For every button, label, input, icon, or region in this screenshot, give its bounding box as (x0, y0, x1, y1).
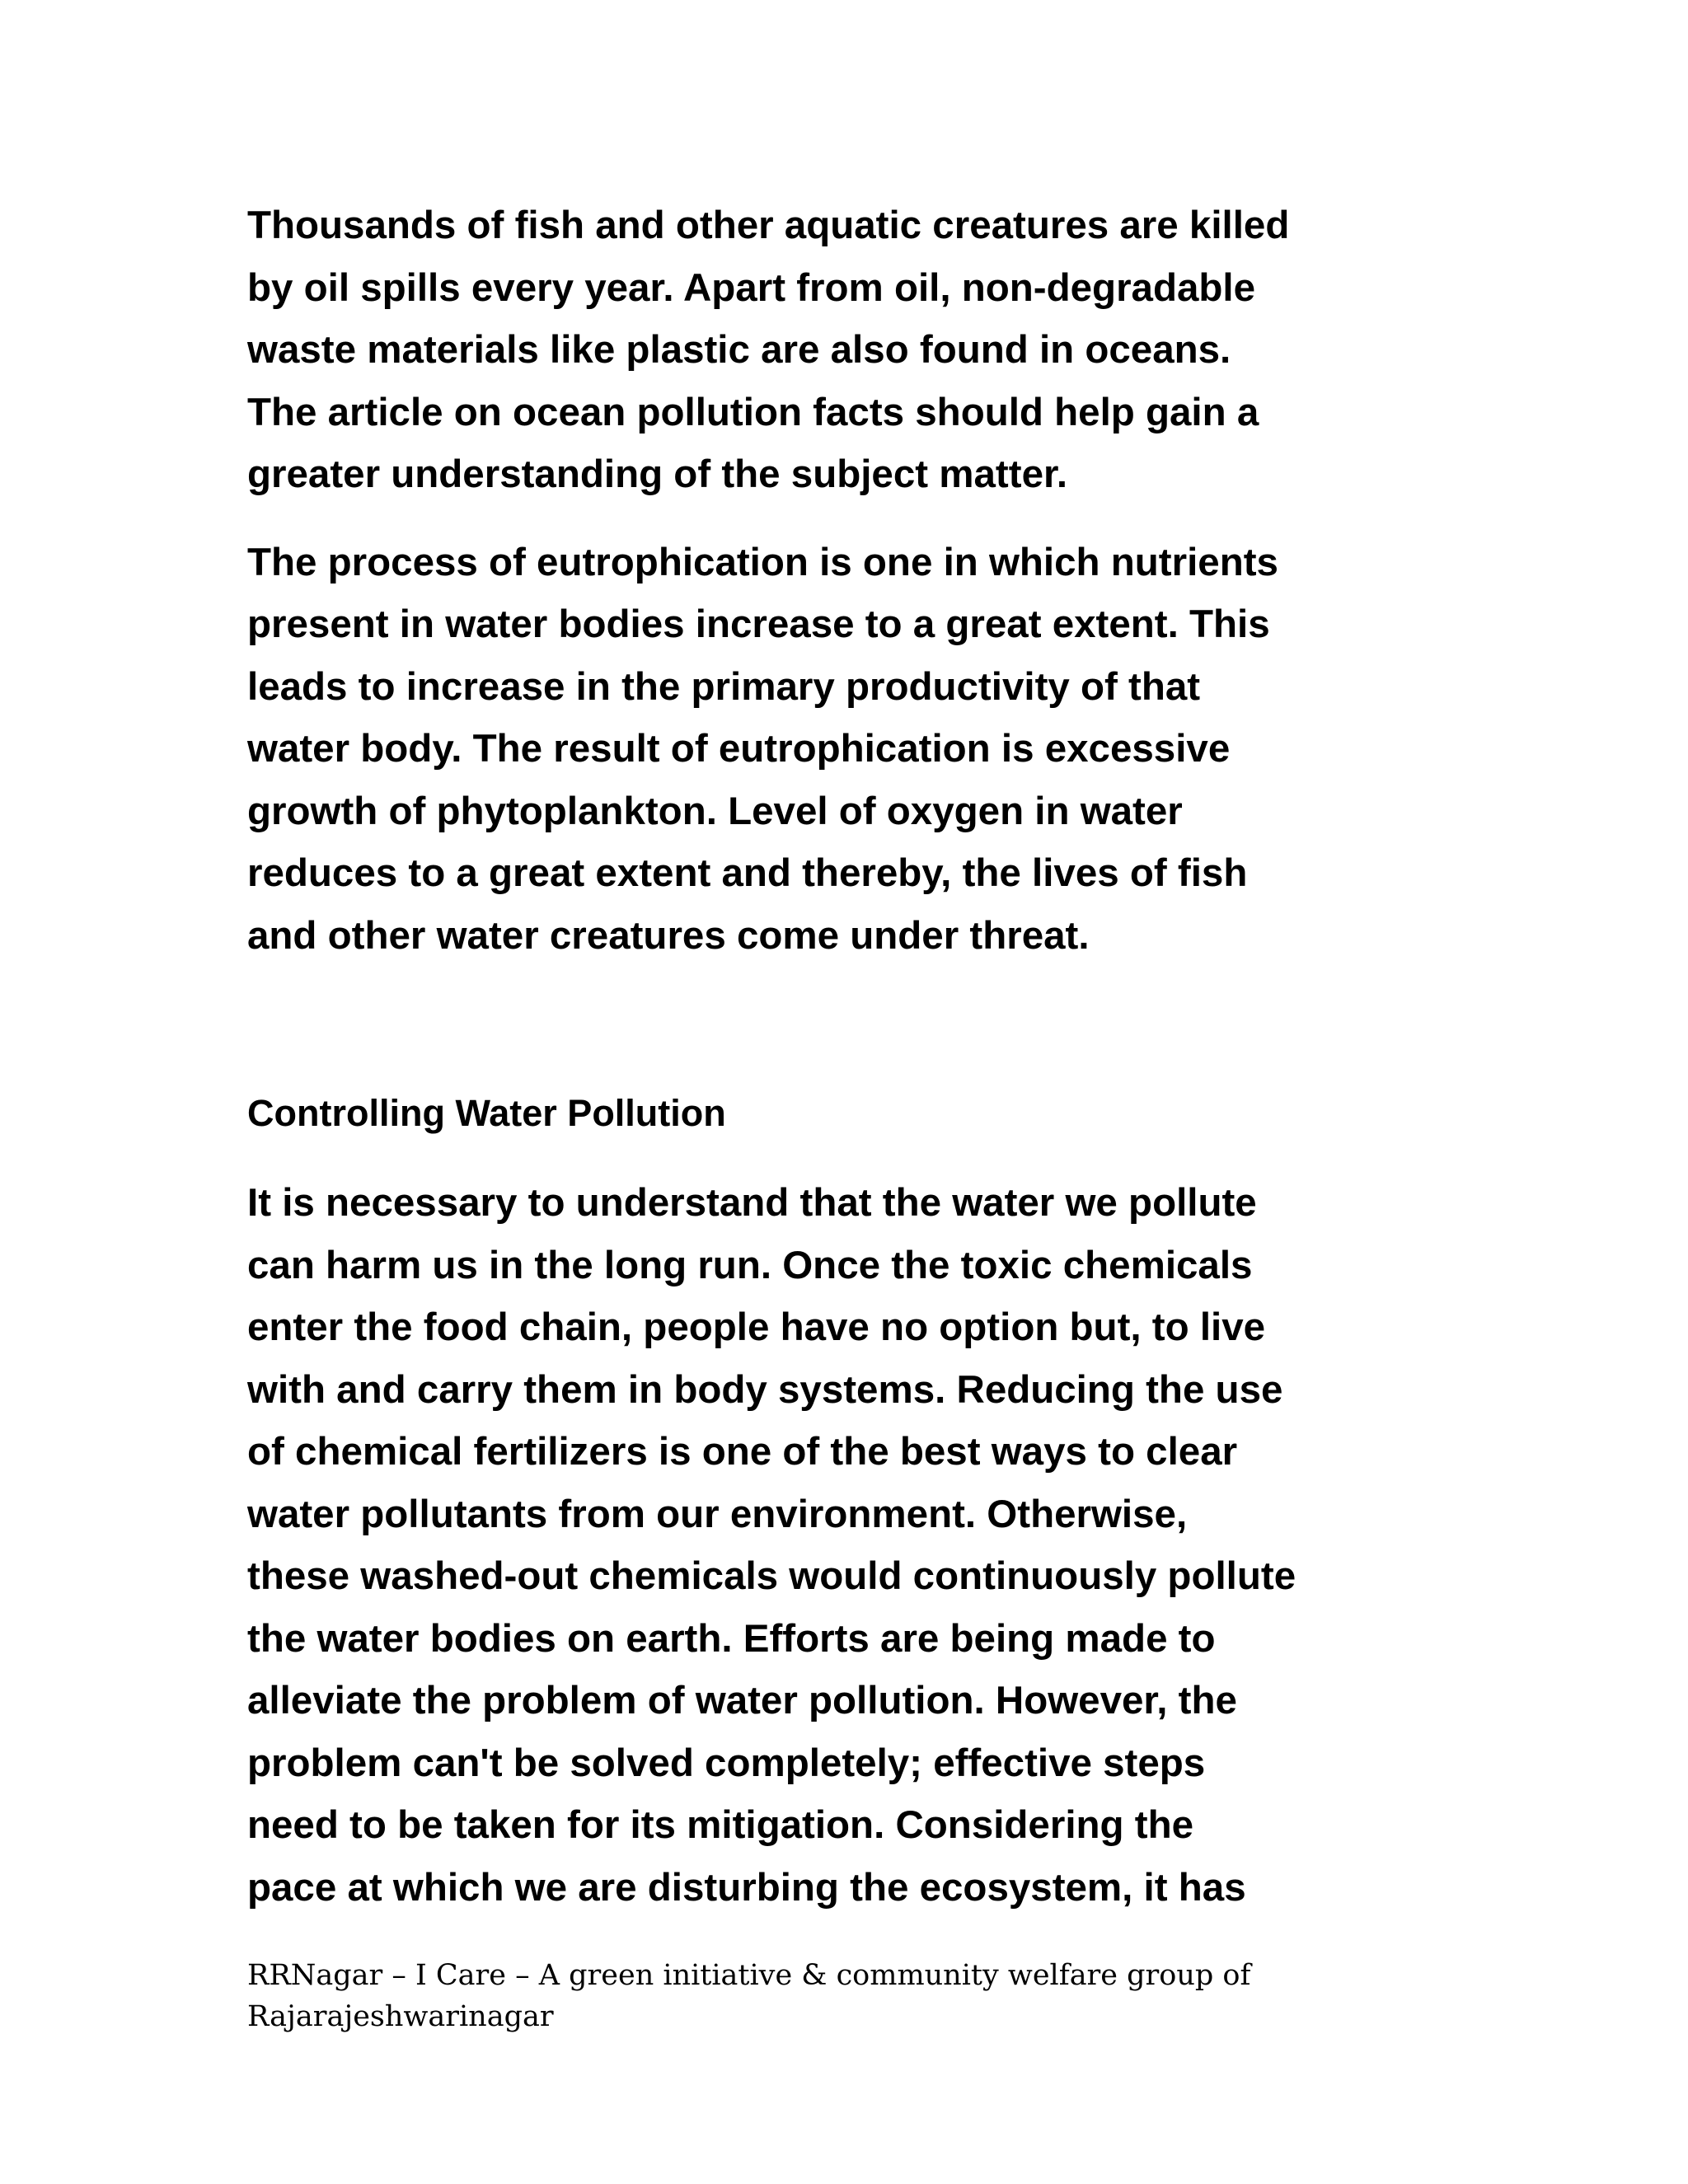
paragraph-controlling-pollution: It is necessary to understand that the water we pollute can harm us in the long run. Once the toxic chemicals enter the food chain, people have no option but, to live with and carry them in body systems. Reducing the use of chemical fertilizers is one of the best ways to clear water pollutants from our environment. Otherwise, these washed-out chemicals would continuously pollute the water bodies on earth. Efforts are being made to alleviate the problem of water pollution. However, the problem can't be solved completely; effective steps need to be taken for its mitigation. Considering the pace at which we are disturbing the ecosystem, it has (247, 1181, 1296, 1910)
section-heading: Controlling Water Pollution (247, 1092, 726, 1134)
paragraph-eutrophication: The process of eutrophication is one in which nutrients present in water bodies increase to a great extent. This leads to increase in the primary productivity of that water body. The result of eutrophication is excessive growth of phytoplankton. Level of oxygen in water reduces to a great extent and thereby, the lives of fish and other water creatures come under threat. (247, 540, 1278, 958)
document-body (247, 194, 1451, 1919)
page-footer: RRNagar – I Care – A green initiative & community welfare group of Rajarajeshwarinagar (247, 1959, 1251, 2033)
paragraph-oil-spills: Thousands of fish and other aquatic creatures are killed by oil spills every year. Apart from oil, non-degradable waste materials like plastic are also found in oceans. The article on ocean pollution facts should help gain a greater understanding of the subject matter. (247, 204, 1290, 496)
